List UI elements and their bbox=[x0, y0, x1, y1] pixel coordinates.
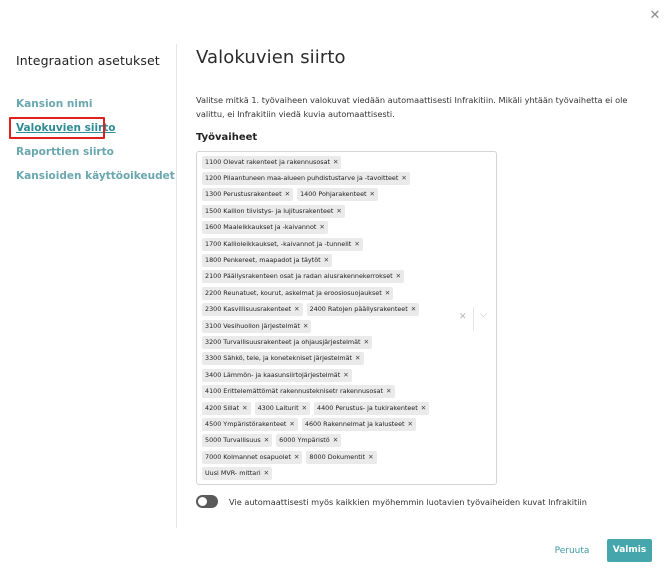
tag-label: 2400 Ratojen päällysrakenteet bbox=[309, 305, 408, 314]
tag-label: 4100 Erittelemättömät rakennusteknisetr rakennusosat bbox=[205, 387, 384, 396]
remove-tag-icon[interactable]: ✕ bbox=[384, 288, 391, 297]
selected-tag bbox=[202, 402, 251, 415]
tag-label: 4300 Laiturit bbox=[257, 403, 299, 412]
remove-tag-icon[interactable]: ✕ bbox=[354, 239, 360, 248]
remove-tag-icon[interactable]: ✕ bbox=[289, 419, 295, 428]
remove-tag-icon[interactable]: ✕ bbox=[323, 256, 330, 265]
tag-row bbox=[202, 318, 452, 334]
selected-tag bbox=[202, 287, 393, 300]
selected-tag bbox=[297, 188, 378, 201]
tag-label: 5000 Turvallisuus bbox=[205, 436, 261, 445]
selected-tag bbox=[202, 270, 404, 283]
remove-tag-icon[interactable]: ✕ bbox=[332, 436, 339, 445]
selected-tag bbox=[202, 156, 341, 169]
tag-row bbox=[202, 170, 452, 186]
remove-tag-icon[interactable]: ✕ bbox=[263, 436, 270, 445]
vertical-divider bbox=[176, 44, 177, 528]
remove-tag-icon[interactable]: ✕ bbox=[336, 206, 342, 215]
selected-tag bbox=[202, 221, 328, 234]
selected-tag bbox=[202, 336, 372, 349]
tag-row bbox=[202, 220, 452, 236]
tag-label: 2200 Reunatuet, kourut, askelmat ja eroosiosuojaukset bbox=[205, 288, 382, 297]
indicator-separator bbox=[473, 307, 474, 331]
work-phase-multiselect[interactable] bbox=[196, 151, 497, 485]
remove-tag-icon[interactable]: ✕ bbox=[333, 157, 339, 166]
tag-label: 1800 Penkereet, maapadot ja täytöt bbox=[205, 256, 321, 265]
description-text: Valitse mitkä 1. työvaiheen valokuvat viedään automaattisesti Infrakitiin. Mikäli yhtään työvaihetta ei ole valittu, ei Infrakitiin viedä kuvia automaattisesti. bbox=[196, 95, 628, 119]
tag-label: 1400 Pohjarakenteet bbox=[300, 190, 367, 199]
tag-label: 4600 Rakennelmat ja kalusteet bbox=[304, 419, 405, 428]
remove-tag-icon[interactable]: ✕ bbox=[369, 190, 375, 199]
selected-tag bbox=[202, 238, 363, 251]
tag-row bbox=[202, 187, 452, 203]
tag-row bbox=[202, 465, 452, 481]
remove-tag-icon[interactable]: ✕ bbox=[407, 419, 413, 428]
tag-row bbox=[202, 236, 452, 252]
selected-tag bbox=[202, 451, 302, 464]
tag-row bbox=[202, 302, 452, 318]
chevron-down-icon[interactable]: ⌵ bbox=[480, 310, 487, 320]
remove-tag-icon[interactable]: ✕ bbox=[319, 223, 325, 232]
tag-row bbox=[202, 383, 452, 399]
tag-row bbox=[202, 334, 452, 350]
tag-label: 8000 Dokumentit bbox=[309, 452, 366, 461]
tag-label: 1300 Perustusrakenteet bbox=[205, 190, 282, 199]
selected-tag bbox=[202, 303, 303, 316]
selected-tag bbox=[202, 385, 395, 398]
remove-tag-icon[interactable]: ✕ bbox=[343, 370, 349, 379]
tag-label: 2300 Kasvillisuusrakenteet bbox=[205, 305, 292, 314]
selected-tag bbox=[255, 402, 310, 415]
remove-tag-icon[interactable]: ✕ bbox=[293, 452, 300, 461]
tag-label: 1500 Kallion tiivistys- ja lujitusrakenteet bbox=[205, 206, 334, 215]
sidebar-item-valokuvien-siirto[interactable]: Valokuvien siirto bbox=[16, 122, 116, 134]
tag-label: 2100 Päällysrakenteen osat ja radan alusrakennekerrokset bbox=[205, 272, 393, 281]
selected-tag bbox=[202, 172, 410, 185]
toggle-knob bbox=[198, 497, 207, 506]
tag-row bbox=[202, 154, 452, 170]
remove-tag-icon[interactable]: ✕ bbox=[395, 272, 402, 281]
tag-row bbox=[202, 285, 452, 301]
remove-tag-icon[interactable]: ✕ bbox=[263, 469, 270, 478]
remove-tag-icon[interactable]: ✕ bbox=[420, 403, 427, 412]
selected-tag bbox=[314, 402, 429, 415]
tag-label: 4500 Ympäristörakenteet bbox=[205, 419, 287, 428]
tag-row bbox=[202, 433, 452, 449]
auto-export-toggle[interactable] bbox=[196, 495, 218, 508]
remove-tag-icon[interactable]: ✕ bbox=[284, 190, 291, 199]
tag-label: 1600 Maaleikkaukset ja -kaivannot bbox=[205, 223, 317, 232]
tag-label: 4400 Perustus- ja tukirakenteet bbox=[317, 403, 418, 412]
remove-tag-icon[interactable]: ✕ bbox=[302, 321, 309, 330]
remove-tag-icon[interactable]: ✕ bbox=[410, 305, 417, 314]
page-title: Valokuvien siirto bbox=[196, 47, 346, 68]
selected-tag bbox=[302, 418, 416, 431]
remove-tag-icon[interactable]: ✕ bbox=[301, 403, 308, 412]
tag-row bbox=[202, 449, 452, 465]
done-button[interactable]: Valmis bbox=[607, 539, 652, 562]
remove-tag-icon[interactable]: ✕ bbox=[355, 354, 361, 363]
tag-label: 6000 Ympäristö bbox=[279, 436, 330, 445]
remove-tag-icon[interactable]: ✕ bbox=[401, 174, 407, 183]
clear-all-icon[interactable]: ✕ bbox=[459, 312, 467, 322]
tag-row bbox=[202, 416, 452, 432]
selected-tag bbox=[202, 418, 298, 431]
selected-tags bbox=[202, 154, 452, 482]
tag-label: 1100 Olevat rakenteet ja rakennusosat bbox=[205, 157, 330, 166]
tag-label: 4200 Sillat bbox=[205, 403, 240, 412]
highlight-box bbox=[9, 117, 105, 139]
tag-row bbox=[202, 203, 452, 219]
selected-tag bbox=[202, 467, 272, 480]
tag-label: 1200 Pilaantuneen maa-alueen puhdistustarve ja -tavoitteet bbox=[205, 174, 399, 183]
tag-row bbox=[202, 351, 452, 367]
selected-tag bbox=[202, 205, 345, 218]
selected-tag bbox=[202, 434, 272, 447]
auto-export-toggle-label: Vie automaattisesti myös kaikkien myöhemmin luotavien työvaiheiden kuvat Infrakitiin bbox=[229, 497, 587, 507]
tag-row bbox=[202, 252, 452, 268]
selected-tag bbox=[202, 320, 311, 333]
selected-tag bbox=[307, 303, 420, 316]
tag-label: 3200 Turvallisuusrakenteet ja ohjausjärjestelmät bbox=[205, 337, 361, 346]
sidebar-item-raporttien-siirto[interactable]: Raporttien siirto bbox=[16, 146, 114, 158]
tag-label: Uusi MVR- mittari bbox=[205, 469, 261, 478]
selected-tag bbox=[306, 451, 376, 464]
remove-tag-icon[interactable]: ✕ bbox=[294, 305, 300, 314]
sidebar-item-kansion-nimi[interactable]: Kansion nimi bbox=[16, 98, 93, 110]
tag-label: 7000 Kolmannet osapuolet bbox=[205, 452, 291, 461]
remove-tag-icon[interactable]: ✕ bbox=[386, 387, 392, 396]
remove-tag-icon[interactable]: ✕ bbox=[242, 403, 248, 412]
field-label-tyovaiheet: Työvaiheet bbox=[196, 132, 258, 143]
tag-row bbox=[202, 400, 452, 416]
selected-tag bbox=[202, 352, 364, 365]
sidebar-title: Integraation asetukset bbox=[16, 53, 160, 68]
close-icon[interactable]: ✕ bbox=[649, 8, 661, 23]
remove-tag-icon[interactable]: ✕ bbox=[368, 452, 374, 461]
tag-label: 3400 Lämmön- ja kaasunsiirtojärjestelmät bbox=[205, 370, 341, 379]
tag-row bbox=[202, 269, 452, 285]
selected-tag bbox=[202, 188, 293, 201]
tag-row bbox=[202, 367, 452, 383]
remove-tag-icon[interactable]: ✕ bbox=[363, 337, 370, 346]
sidebar-item-kansioiden-kayttooikeudet[interactable]: Kansioiden käyttöoikeudet bbox=[16, 170, 175, 182]
tag-label: 1700 Kallioleikkaukset, -kaivannot ja -tunnelit bbox=[205, 239, 352, 248]
tag-label: 3100 Vesihuollon järjestelmät bbox=[205, 321, 300, 330]
selected-tag bbox=[202, 369, 352, 382]
selected-tag bbox=[276, 434, 341, 447]
tag-label: 3300 Sähkö, tele, ja konetekniset järjestelmät bbox=[205, 354, 353, 363]
cancel-button[interactable]: Peruuta bbox=[554, 546, 590, 556]
selected-tag bbox=[202, 254, 332, 267]
